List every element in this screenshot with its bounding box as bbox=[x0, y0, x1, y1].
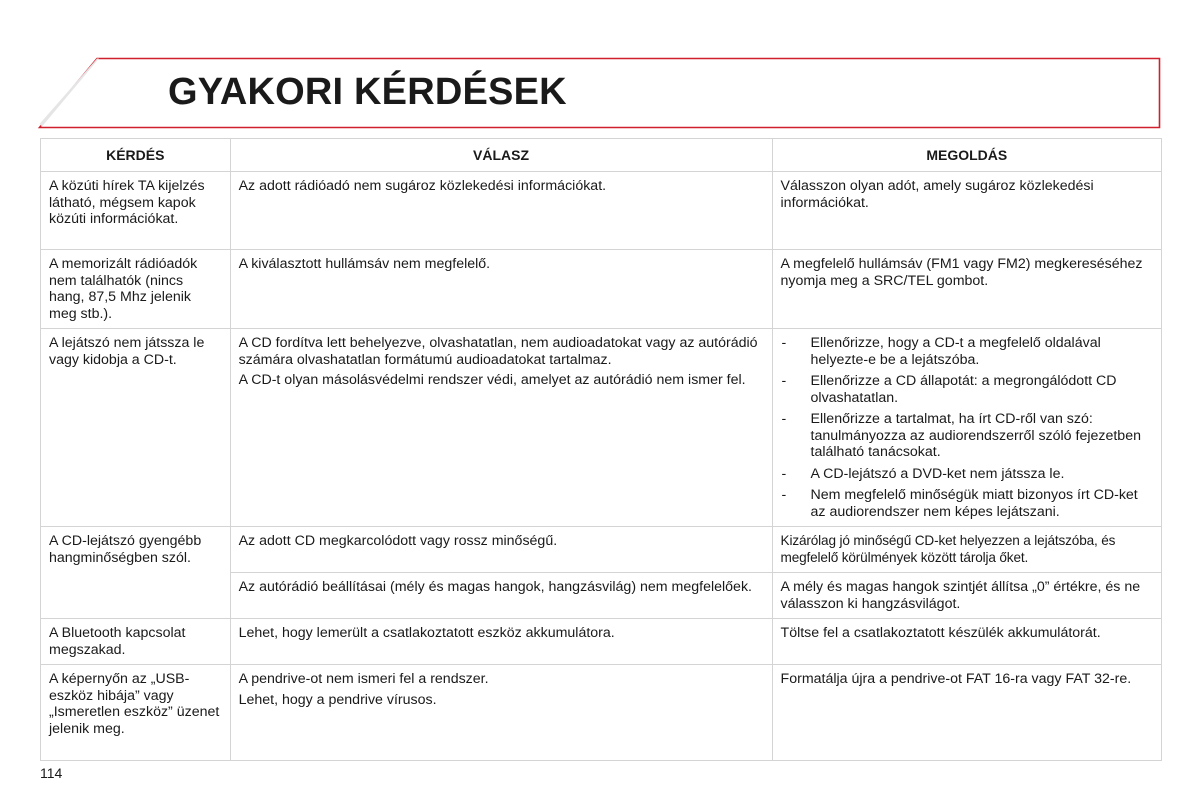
list-item: - Ellenőrizze a CD állapotát: a megrongálódott CD olvashatatlan. bbox=[781, 373, 1153, 406]
answer-text: Az adott CD megkarcolódott vagy rossz minőségű. bbox=[238, 533, 558, 549]
table-row bbox=[41, 329, 1162, 527]
question-cell: A közúti hírek TA kijelzés látható, mégsem kapok közúti információkat. bbox=[41, 172, 231, 250]
answer-text: Lehet, hogy a pendrive vírusos. bbox=[238, 691, 437, 708]
header-answer: VÁLASZ bbox=[230, 139, 772, 172]
question-cell: A memorizált rádióadók nem találhatók (nincs hang, 87,5 Mhz jelenik meg stb.). bbox=[41, 250, 231, 329]
list-item: - A CD-lejátszó a DVD-ket nem játssza le. bbox=[781, 466, 1153, 483]
table-header-row bbox=[41, 139, 1162, 172]
answer-text: Lehet, hogy lemerült a csatlakoztatott eszköz akkumulátora. bbox=[238, 625, 615, 641]
question-cell: A Bluetooth kapcsolat megszakad. bbox=[41, 619, 231, 665]
answer-text: A kiválasztott hullámsáv nem megfelelő. bbox=[238, 256, 491, 272]
header-solution: MEGOLDÁS bbox=[772, 139, 1161, 172]
faq-table bbox=[40, 138, 1162, 761]
answer-cell bbox=[230, 527, 772, 573]
solution-cell: A mély és magas hangok szintjét állítsa „0” értékre, és ne válasszon ki hangzásvilágot. bbox=[772, 573, 1161, 619]
list-item: - Ellenőrizze, hogy a CD-t a megfelelő oldalával helyezte-e be a lejátszóba. bbox=[781, 335, 1153, 368]
header-question: KÉRDÉS bbox=[41, 139, 231, 172]
table-row bbox=[41, 250, 1162, 329]
page-title: GYAKORI KÉRDÉSEK bbox=[168, 71, 567, 113]
table-row bbox=[41, 619, 1162, 665]
answer-cell bbox=[230, 172, 772, 250]
answer-cell bbox=[230, 573, 772, 619]
question-cell: A képernyőn az „USB-eszköz hibája” vagy „Ismeretlen eszköz” üzenet jelenik meg. bbox=[41, 665, 231, 761]
solution-cell: Töltse fel a csatlakoztatott készülék akkumulátorát. bbox=[772, 619, 1161, 665]
answer-cell bbox=[230, 619, 772, 665]
table-row bbox=[41, 172, 1162, 250]
answer-cell bbox=[230, 329, 772, 527]
answer-cell bbox=[230, 665, 772, 761]
answer-cell bbox=[230, 250, 772, 329]
solution-cell: Formatálja újra a pendrive-ot FAT 16-ra vagy FAT 32-re. bbox=[772, 665, 1161, 761]
answer-text: A pendrive-ot nem ismeri fel a rendszer. bbox=[238, 671, 489, 687]
question-cell: A CD-lejátszó gyengébb hangminőségben szól. bbox=[41, 527, 231, 619]
solution-cell: Válasszon olyan adót, amely sugároz közlekedési információkat. bbox=[772, 172, 1161, 250]
solution-cell bbox=[772, 329, 1161, 527]
solution-list bbox=[781, 335, 1153, 520]
answer-text: Az autórádió beállításai (mély és magas hangok, hangzásvilág) nem megfelelőek. bbox=[238, 579, 752, 595]
list-item: - Nem megfelelő minőségük miatt bizonyos írt CD-ket az audiorendszer nem képes lejátszani. bbox=[781, 487, 1153, 520]
question-cell: A lejátszó nem játssza le vagy kidobja a CD-t. bbox=[41, 329, 231, 527]
page-number: 114 bbox=[40, 765, 63, 781]
table-row bbox=[41, 527, 1162, 573]
list-item: - Ellenőrizze a tartalmat, ha írt CD-ről van szó: tanulmányozza az audiorendszerről szóló fejezetben található tanácsokat. bbox=[781, 411, 1153, 461]
solution-cell: A megfelelő hullámsáv (FM1 vagy FM2) megkereséséhez nyomja meg a SRC/TEL gombot. bbox=[772, 250, 1161, 329]
solution-cell: Kizárólag jó minőségű CD-ket helyezzen a lejátszóba, és megfelelő körülmények között tárolja őket. bbox=[772, 527, 1161, 573]
table-row bbox=[41, 665, 1162, 761]
answer-text: Az adott rádióadó nem sugároz közlekedési információkat. bbox=[238, 178, 607, 194]
answer-text: A CD-t olyan másolásvédelmi rendszer védi, amelyet az autórádió nem ismer fel. bbox=[238, 372, 746, 388]
answer-text: A CD fordítva lett behelyezve, olvashatatlan, nem audioadatokat vagy az autórádió számára olvashatatlan formátumú audioadatokat tartalmaz. bbox=[238, 335, 758, 368]
